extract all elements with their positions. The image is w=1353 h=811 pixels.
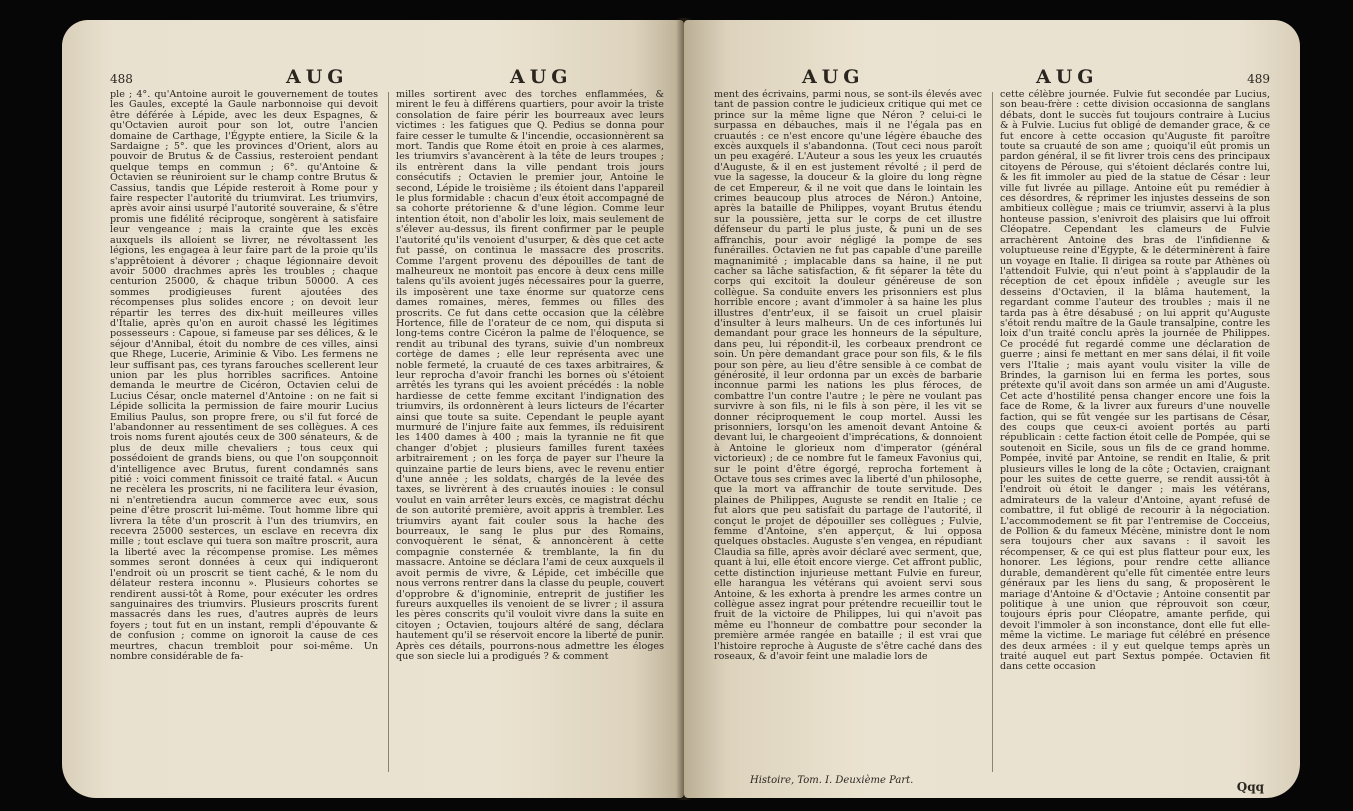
left-column-1-text: ple ; 4°. qu'Antoine auroit le gouvernement de toutes les Gaules, excepté la Gaule narbonnoise qui devoit être déférée à Lépide, avec les deux Espagnes, & qu'Octavien auroit pour son lot, outre l'ancien domaine de Carthage, l'Égypte entiere, la Sicile & la Sardaigne ; 5°. que les provinces d'Orient, alors au pouvoir de Brutus & de Cassius, resteroient pendant quelque temps en commun ; 6°. qu'Antoine & Octavien se réuniroient sur le champ contre Brutus & Cassius, tandis que Lépide resteroit à Rome pour y faire respecter l'autorité du triumvirat. Les triumvirs, après avoir ainsi usurpé l'autorité souveraine, & s'être promis une fidélité réciproque, songèrent à satisfaire leur vengeance ; mais la crainte que les excès auxquels ils alloient se livrer, ne révoltassent les légions, les engagea à leur faire part de la proie qu'ils s'apprêtoient à dévorer ; chaque légionnaire devoit avoir 5000 drachmes après les troubles ; chaque centurion 25000, & chaque tribun 50000. A ces sommes prodigieuses furent ajoutées des récompenses plus solides encore ; on devoit leur répartir les terres des dix-huit meilleures villes d'Italie, après qu'on en auroit chassé les légitimes possesseurs : Capoue, si fameuse par ses délices, & le séjour d'Annibal, étoit du nombre de ces villes, ainsi que Rhege, Lucerie, Ariminie & Vibo. Les fermens ne leur suffisant pas, ces tyrans farouches scellerent leur union par les plus horribles sacrifices. Antoine demanda le meurtre de Cicéron, Octavien celui de Lucius César, oncle maternel d'Antoine : on ne fait si Lépide sollicita la permission de faire mourir Lucius Emilius Paulus, son propre frere, ou s'il fut forcé de l'abandonner au ressentiment de ses collègues. A ces trois noms furent ajoutés ceux de 300 sénateurs, & de plus de deux mille chevaliers ; tous ceux qui possédoient de grands biens, ou que l'on soupçonnoit d'intelligence avec Brutus, furent condamnés sans pitié : voici comment finissoit ce traité fatal. « Aucun ne recèlera les proscrits, ni ne facilitera leur évasion, ni n'entretiendra aucun commerce avec eux, sous peine d'être proscrit lui-même. Tout homme libre qui livrera la tête d'un proscrit à l'un des triumvirs, en recevra 25000 sesterces, un esclave en recevra dix mille ; tout esclave qui tuera son maître proscrit, aura la liberté avec la récompense promise. Les mêmes sommes seront données à ceux qui indiqueront l'endroit où un proscrit se tient caché, & le nom du délateur restera inconnu ». Plusieurs cohortes se rendirent aussi-tôt à Rome, pour exécuter les ordres sanguinaires des triumvirs. Plusieurs proscrits furent massacrés dans les rues, d'autres auprès de leurs foyers ; tout fut en un instant, rempli d'épouvante & de confusion ; comme on ignoroit la cause de ces meurtres, chacun trembloit pour soi-même. Un nombre considérable de fa-: [110, 89, 378, 662]
right-page: [684, 20, 1300, 798]
right-page-number: 489: [1247, 72, 1270, 86]
right-column-2-text: cette célèbre journée. Fulvie fut secondée par Lucius, son beau-frère : cette division occasionna de sanglans débats, dont le succès fut toujours contraire à Lucius & à Fulvie. Lucius fut obligé de demander grace, & ce fut encore à cette occasion qu'Auguste fit paroître toute sa cruauté de son ame ; quoiqu'il eût promis un pardon général, il se fit livrer trois cens des principaux citoyens de Pérouse, qui s'étoient déclarés contre lui, & les fit immoler au pied de la statue de César : leur ville fut livrée au pillage. Antoine eût pu remédier à ces désordres, & réprimer les injustes desseins de son ambitieux collègue ; mais ce triumvir, asservi à la plus honteuse passion, s'enivroit des plaisirs que lui offroit Cléopatre. Cependant les clameurs de Fulvie arrachèrent Antoine des bras de l'infidienne & voluptueuse reine d'Égypte, & le déterminèrent à faire un voyage en Italie. Il dirigea sa route par Athènes où l'attendoit Fulvie, qui n'eut point à s'applaudir de la réception de cet époux infidèle ; aveugle sur les desseins d'Octavien, il la blâma hautement, la regardant comme l'auteur des troubles ; mais il ne tarda pas à être désabusé ; on lui apprit qu'Auguste s'étoit rendu maître de la Gaule transalpine, contre les loix d'un traité conclu après la journée de Philippes. Ce procédé fut regardé comme une déclaration de guerre ; ainsi fe mettant en mer sans délai, il fit voile vers l'Italie ; mais ayant voulu visiter la ville de Brindes, la garnison lui en ferma les portes, sous prétexte qu'il avoit dans son armée un ami d'Auguste. Cet acte d'hostilité pensa changer encore une fois la face de Rome, & la livrer aux fureurs d'une nouvelle faction, qui se fût vengée sur les partisans de César, des coups que ceux-ci avoient portés au parti républicain : cette faction étoit celle de Pompée, qui se soutenoit en Sicile, sous un fils de ce grand homme. Pompée, invité par Antoine, se rendit en Italie, & prit plusieurs villes le long de la côte ; Octavien, craignant pour les suites de cette guerre, se rendit aussi-tôt à l'endroit où étoit le danger ; mais les vétérans, admirateurs de la valeur d'Antoine, ayant refusé de combattre, il fut obligé de recourir à la négociation. L'accommodement se fit par l'entremise de Cocceius, de Pollion & du fameux Mécène, ministre dont le nom sera toujours cher aux savans : il savoit les récompenser, & ce qui est plus flatteur pour eux, les honorer. Les légions, pour rendre cette alliance durable, demandèrent qu'elle fût cimentée entre leurs généraux par les liens du sang, & proposèrent le mariage d'Antoine & d'Octavie ; Antoine consentit par politique à une union que réprouvoit son cœur, toujours épris pour Cléopatre, amante perfide, qui devoit l'immoler à son inconstance, dont elle fut elle-même la victime. Le mariage fut célébré en présence des deux armées : il y eut quelque temps après un traité auquel eut part Sextus pompée. Octavien fit dans cette occasion: [1000, 89, 1270, 673]
page-footer-title: Histoire, Tom. I. Deuxième Part.: [750, 775, 914, 786]
left-page-number: 488: [110, 72, 133, 86]
right-running-head-2: AUG: [1036, 66, 1099, 88]
left-column-divider: [388, 92, 389, 772]
left-column-2-text: milles sortirent avec des torches enflammées, & mirent le feu à différens quartiers, pour avoir la triste consolation de faire périr les bourreaux avec leurs victimes : les fatigues que Q. Pedius se donna pour faire cesser le tumulte & l'incendie, occasionnèrent sa mort. Tandis que Rome étoit en proie à ces alarmes, les triumvirs s'avancèrent à la tête de leurs troupes ; ils entrèrent dans la ville pendant trois jours consécutifs ; Octavien le premier jour, Antoine le second, Lépide le troisième ; ils étoient dans l'appareil le plus formidable : chacun d'eux étoit accompagné de sa cohorte prétorienne & d'une légion. Comme leur intention étoit, non d'abolir les loix, mais seulement de s'élever au-dessus, ils firent confirmer par le peuple l'autorité qu'ils venoient d'usurper, & dès que cet acte fut passé, on continua le massacre des proscrits. Comme l'argent provenu des dépouilles de tant de malheureux ne montoit pas encore à deux cens mille talens qu'ils avoient jugés nécessaires pour la guerre, ils imposèrent une taxe énorme sur quatorze cens dames romaines, mères, femmes ou filles des proscrits. Ce fut dans cette occasion que la célèbre Hortence, fille de l'orateur de ce nom, qui disputa si long-tems contre Cicéron la palme de l'éloquence, se rendit au tribunal des tyrans, suivie d'un nombreux cortège de dames ; elle leur représenta avec une noble fermeté, la cruauté de ces taxes arbitraires, & leur reprocha d'avoir franchi les bornes où s'étoient arrêtés les tyrans qui les avoient précédés : la noble hardiesse de cette femme excitant l'indignation des triumvirs, ils ordonnèrent à leurs licteurs de l'écarter ainsi que toute sa suite. Cependant le peuple ayant murmuré de l'injure faite aux femmes, ils réduisirent les 1400 dames à 400 ; mais la tyrannie ne fit que changer d'objet ; plusieurs familles furent taxées arbitrairement ; on les força de payer sur l'heure la quinzaine partie de leurs biens, avec le revenu entier d'une année ; les soldats, chargés de la levée des taxes, se livrèrent à des cruautés inouies : le consul voulut en vain arrêter leurs excès, ce magistrat déchu de son autorité première, avoit appris à trembler. Les triumvirs ayant fait couler sous la hache des bourreaux, le sang le plus pur des Romains, convoquèrent le sénat, & annoncèrent à cette compagnie consternée & tremblante, la fin du massacre. Antoine se déclara l'ami de ceux auxquels il avoit permis de vivre, & Lépide, cet imbécille que nous verrons rentrer dans la classe du peuple, couvert d'opprobre & d'ignominie, entreprit de justifier les fureurs auxquelles ils venoient de se livrer ; il assura les pères conscrits qu'il vouloit vivre dans la suite en citoyen ; Octavien, toujours altéré de sang, déclara hautement qu'il se réservoit encore la liberté de punir. Après ces détails, pourrons-nous admettre les éloges que son siecle lui a prodigués ? & comment: [396, 89, 664, 662]
left-page: [62, 20, 684, 798]
signature-mark: Qqq: [1236, 780, 1264, 794]
right-running-head-1: AUG: [802, 66, 865, 88]
right-column-1-text: ment des écrivains, parmi nous, se sont-ils élevés avec tant de passion contre le judicieux critique qui met ce prince sur la même ligne que Néron ? celui-ci le surpassa en débauches, mais il ne l'égala pas en cruautés : ce n'est encore qu'une légère ébauche des excès auxquels il s'abandonna. (Tout ceci nous paroît un peu exagéré. L'Auteur a sous les yeux les cruautés d'Auguste, & il en est justement révolté ; il perd de vue la sagesse, la douceur & la gloire du long règne de cet Empereur, & il ne voit que dans le lointain les crimes beaucoup plus atroces de Néron.) Antoine, après la bataille de Philippes, voyant Brutus étendu sur la poussière, jetta sur le corps de cet illustre défenseur du parti le plus juste, & puni un de ses affranchis, pour avoir négligé la pompe de ses funérailles. Octavien ne fut pas capable d'une pareille magnanimité ; implacable dans sa haine, il ne put cacher sa lâche satisfaction, & fit séparer la tête du corps qui excitoit la douleur généreuse de son collègue. Sa conduite envers les prisonniers est plus horrible encore ; avant d'immoler à sa haine les plus illustres d'entr'eux, il se faisoit un cruel plaisir d'insulter à leurs malheurs. Un de ces infortunés lui demandant pour grace les honneurs de la sépulture, dans peu, lui répondit-il, les corbeaux prendront ce soin. Un père demandant grace pour son fils, & le fils pour son père, au lieu d'être sensible à ce combat de générosité, il leur ordonna par un excès de barbarie inconnue parmi les nations les plus féroces, de combattre l'un contre l'autre ; le père ne voulant pas survivre à son fils, ni le fils à son père, il les vit se donner réciproquement le coup mortel. Aussi les prisonniers, lorsqu'on les amenoit devant Antoine & devant lui, le chargeoient d'imprécations, & donnoient à Antoine le glorieux nom d'imperator (général victorieux) ; de ce nombre fut le fameux Favonius qui, sur le point d'être égorgé, reprocha fortement à Octave tous ses crimes avec la liberté d'un philosophe, que la mort va affranchir de toute servitude. Des plaines de Philippes, Auguste se rendit en Italie ; ce fut alors que peu satisfait du partage de l'autorité, il conçut le projet de dépouiller ses collègues ; Fulvie, femme d'Antoine, s'en apperçut, & lui opposa quelques obstacles. Auguste s'en vengea, en répudiant Claudia sa fille, après avoir déclaré avec serment, que, quant à lui, elle étoit encore vierge. Cet affront public, cette distinction injurieuse mettant Fulvie en fureur, elle harangua les vétérans qui avoient servi sous Antoine, & les exhorta à prendre les armes contre un collègue assez ingrat pour prétendre recueillir tout le fruit de la victoire de Philippes, lui qui n'avoit pas même eu l'honneur de combattre pour seconder la première armée rangée en bataille ; il est vrai que l'histoire reproche à Auguste de s'être caché dans des roseaux, & d'avoir feint une maladie lors de: [714, 89, 982, 662]
left-running-head-2: AUG: [510, 66, 573, 88]
right-column-divider: [992, 92, 993, 772]
left-running-head-1: AUG: [286, 66, 349, 88]
